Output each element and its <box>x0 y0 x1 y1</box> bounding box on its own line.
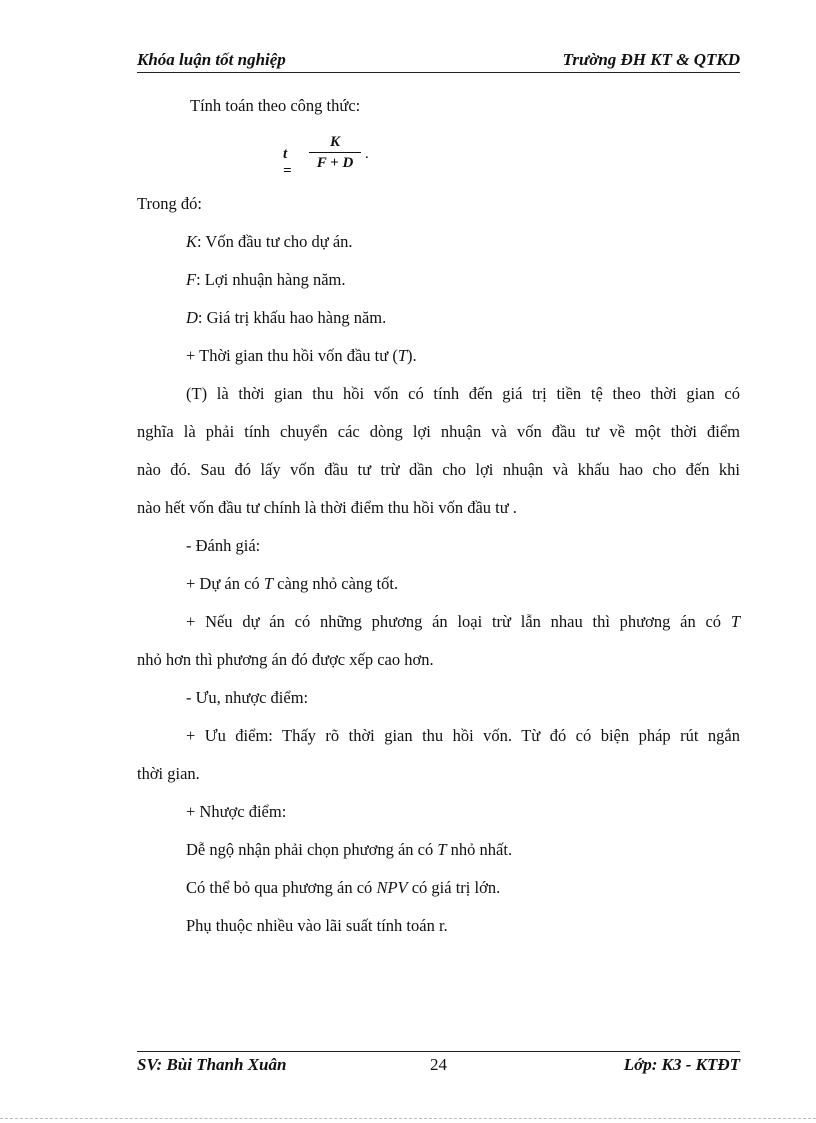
nhuoc-diem-item-3: Phụ thuộc nhiều vào lãi suất tính toán r. <box>186 916 448 935</box>
d-desc: : Giá trị khấu hao hàng năm. <box>197 308 387 327</box>
header-left: Khóa luận tốt nghiệp <box>137 50 286 69</box>
n1-a: Dễ ngộ nhận phải chọn phương án có <box>186 840 438 859</box>
danh-gia-heading: - Đánh giá: <box>186 536 261 555</box>
n1-b: nhỏ nhất. <box>446 840 513 859</box>
intro-line: Tính toán theo công thức: <box>190 96 361 115</box>
nhuoc-diem-heading: + Nhược điểm: <box>186 802 287 821</box>
paragraph-line-2: nghĩa là phải tính chuyển các dòng lợi nhuận và vốn đầu tư về một thời điểm <box>137 422 740 441</box>
dg2-var: T <box>730 612 740 631</box>
footer-left: SV: Bùi Thanh Xuân <box>137 1055 287 1074</box>
d-var: D <box>186 308 198 327</box>
n2-b: có giá trị lớn. <box>407 878 501 897</box>
f-var: F <box>186 270 197 289</box>
dg2-a: + Nếu dự án có những phương án loại trừ lẫn nhau thì phương án có <box>186 612 731 631</box>
formula-denominator: F + D <box>316 155 354 171</box>
dg1-b: càng nhỏ càng tốt. <box>273 574 399 593</box>
uu-diem-line-2: thời gian. <box>137 764 200 783</box>
f-definition <box>186 270 346 290</box>
trong-do-line: Trong đó: <box>137 194 202 213</box>
d-definition <box>186 308 386 328</box>
time-heading <box>186 346 417 366</box>
uu-diem-line-1: + Ưu điểm: Thấy rõ thời gian thu hồi vốn. Từ đó có biện pháp rút ngắn <box>186 726 740 745</box>
danh-gia-item-1 <box>186 574 398 594</box>
footer-right: Lớp: K3 - KTĐT <box>623 1055 740 1074</box>
n1-var: T <box>437 840 447 859</box>
time-a: + Thời gian thu hồi vốn đầu tư ( <box>186 346 398 365</box>
k-var: K <box>186 232 198 251</box>
nhuoc-diem-item-2 <box>186 878 500 898</box>
time-var: T <box>397 346 408 365</box>
formula-numerator: K <box>329 134 340 150</box>
danh-gia-item-2 <box>186 612 740 632</box>
page-number: 24 <box>430 1055 447 1074</box>
dg1-var: T <box>263 574 273 593</box>
uu-nhuoc-heading: - Ưu, nhược điểm: <box>186 688 309 707</box>
time-b: ). <box>407 346 417 365</box>
n2-var: NPV <box>376 878 408 897</box>
page-header <box>137 50 740 73</box>
dg1-a: + Dự án có <box>186 574 264 593</box>
formula-lhs: t = <box>283 146 292 179</box>
f-desc: : Lợi nhuận hàng năm. <box>196 270 346 289</box>
formula-end: . <box>365 146 369 162</box>
formula-fraction <box>309 134 361 173</box>
paragraph-line-1: (T) là thời gian thu hồi vốn có tính đến giá trị tiền tệ theo thời gian có <box>186 384 740 403</box>
page-footer <box>137 1051 740 1079</box>
nhuoc-diem-item-1 <box>186 840 512 860</box>
paragraph-line-4: nào hết vốn đầu tư chính là thời điểm thu hồi vốn đầu tư . <box>137 498 517 517</box>
page-bottom-edge <box>0 1118 816 1119</box>
header-right: Trường ĐH KT & QTKD <box>562 50 740 69</box>
k-definition <box>186 232 353 252</box>
paragraph-line-3: nào đó. Sau đó lấy vốn đầu tư trừ dần cho lợi nhuận và khấu hao cho đến khi <box>137 460 740 479</box>
danh-gia-item-2-cont: nhỏ hơn thì phương án đó được xếp cao hơn. <box>137 650 434 669</box>
k-desc: : Vốn đầu tư cho dự án. <box>197 232 353 251</box>
n2-a: Có thể bỏ qua phương án có <box>186 878 377 897</box>
